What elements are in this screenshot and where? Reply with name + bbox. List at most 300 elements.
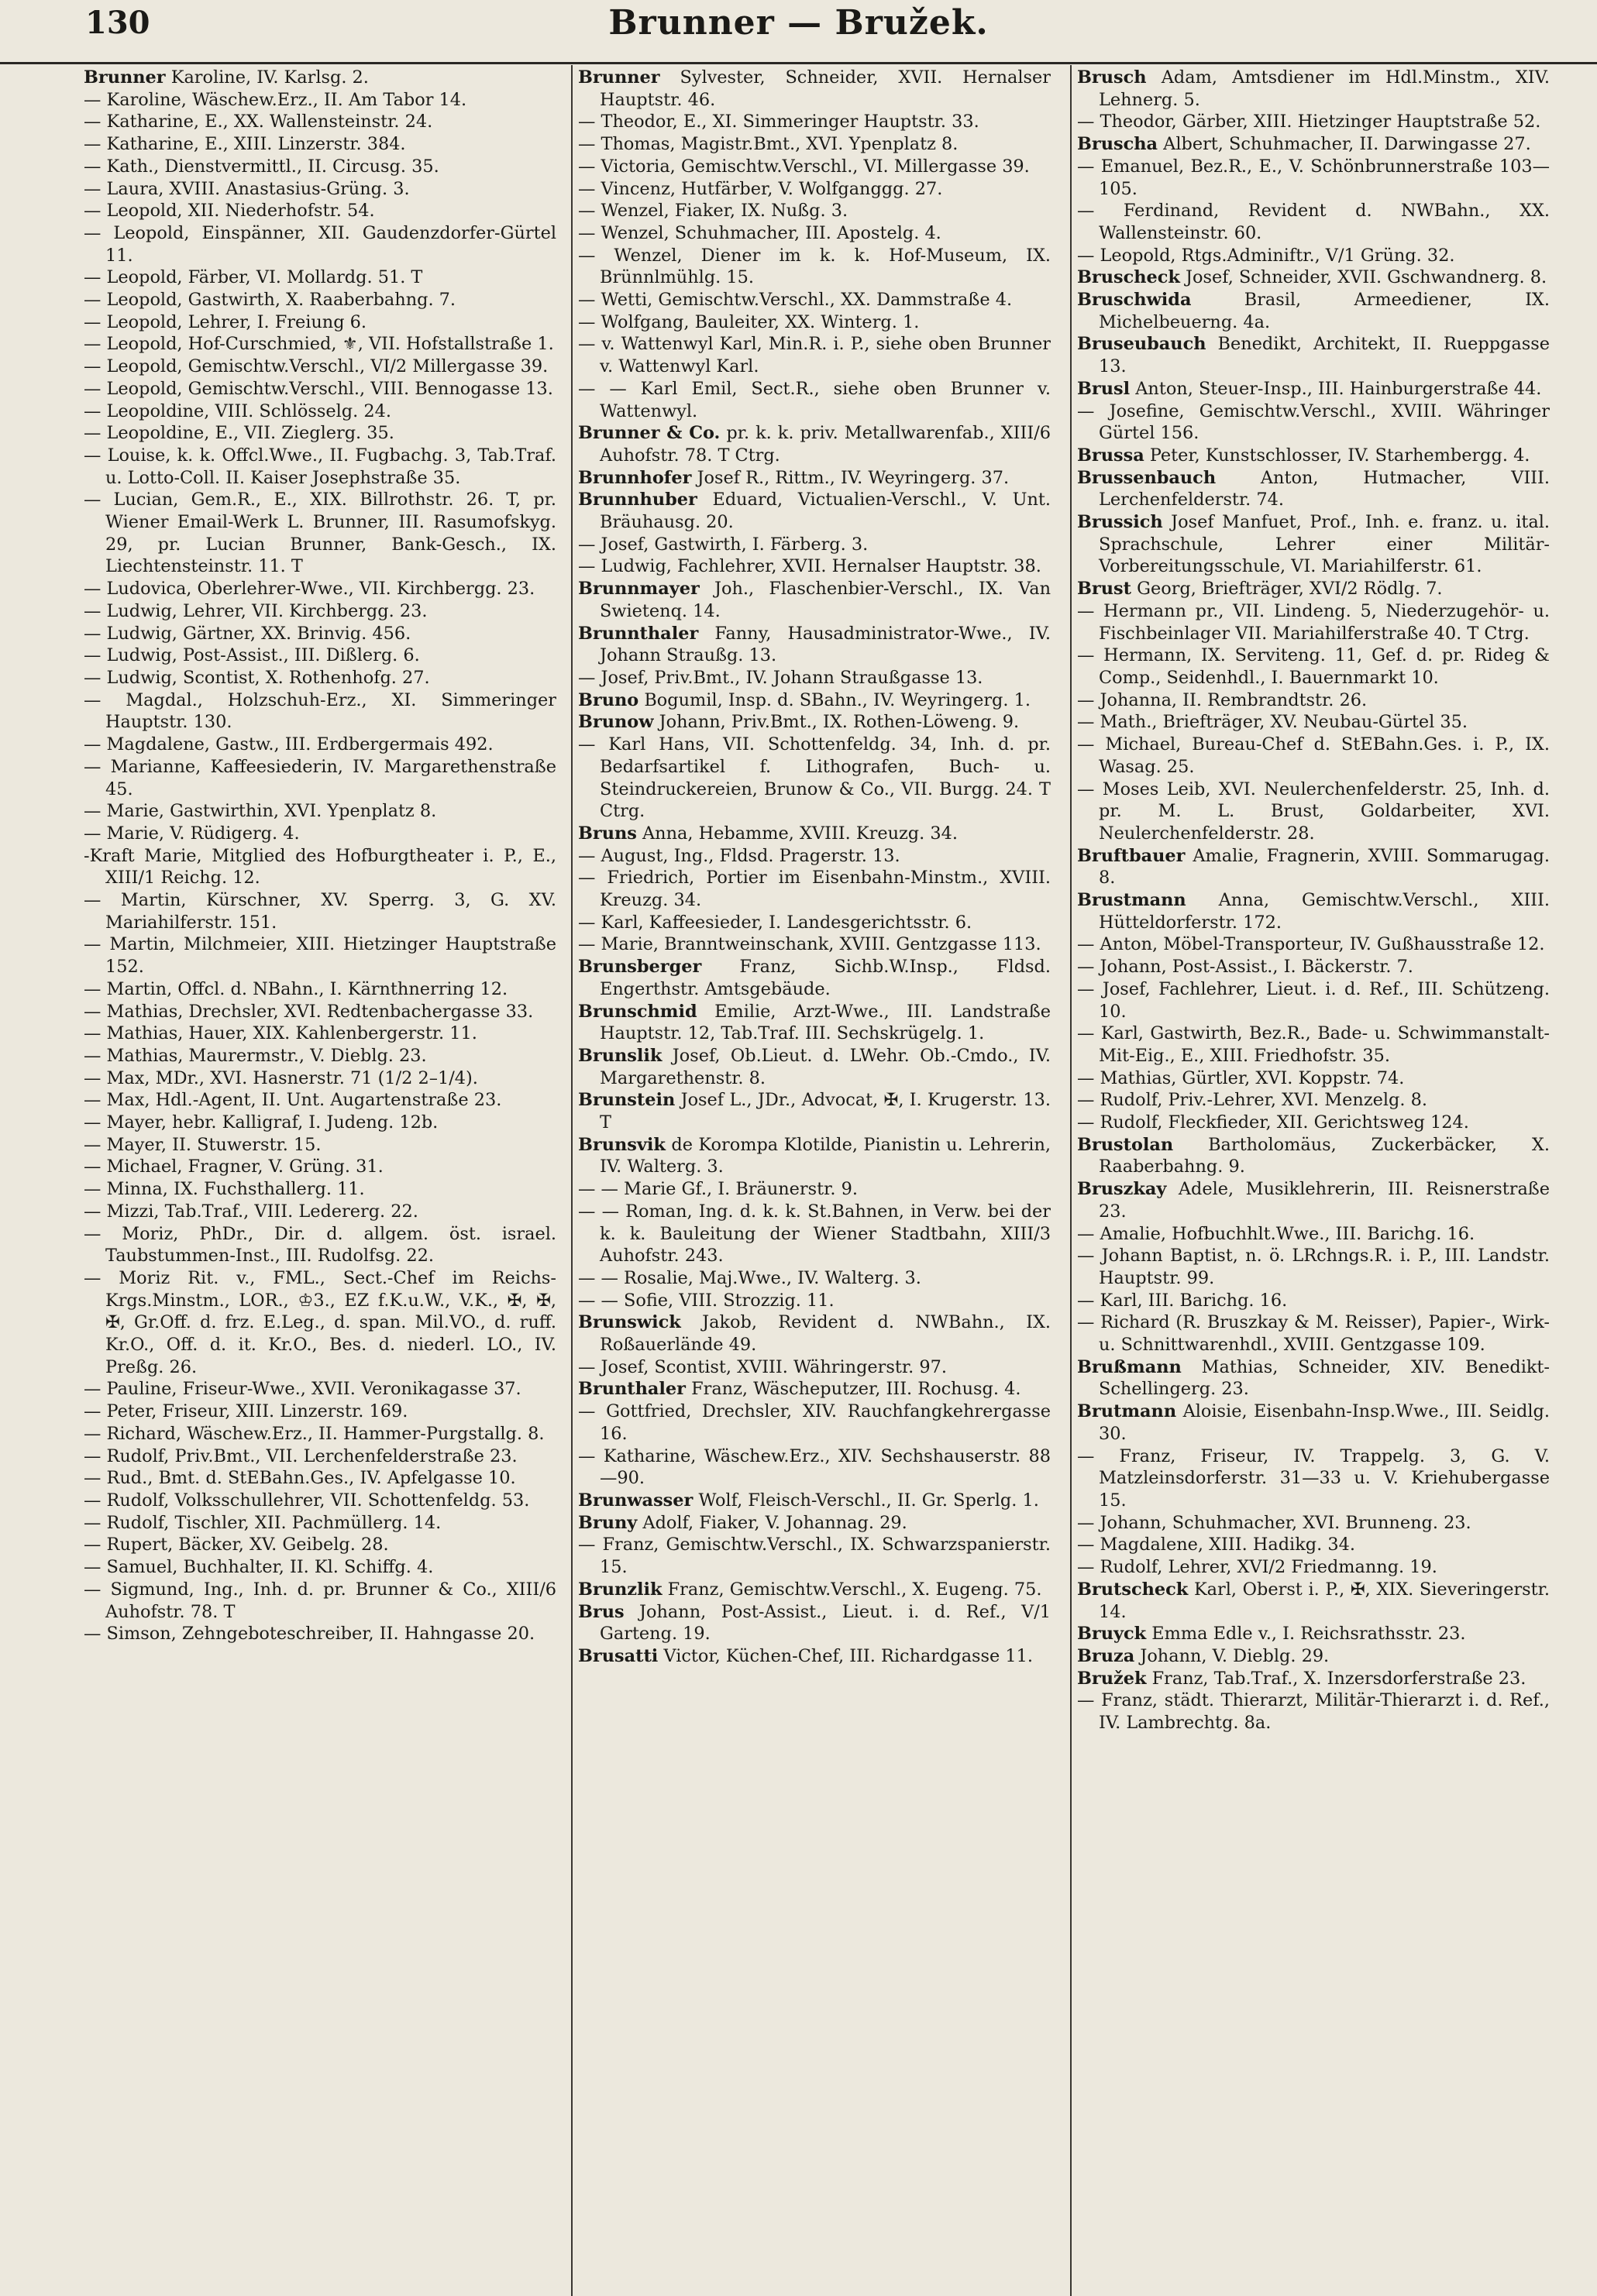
directory-entry [1077, 333, 1550, 377]
directory-entry [1077, 1290, 1550, 1312]
directory-entry [1077, 1689, 1550, 1734]
entry-text: — Hermann, IX. Serviteng. 11, Gef. d. pr. Rideg & Comp., Seidenhdl., I. Bauernmarkt 10. [1077, 645, 1550, 688]
entry-text: — Josef, Gastwirth, I. Färberg. 3. [578, 534, 869, 555]
directory-entry [84, 1490, 556, 1512]
entry-text: Adam, Amtsdiener im Hdl.Minstm., XIV. Lehnerg. 5. [1099, 67, 1550, 110]
surname-heading: Brunwasser [578, 1490, 694, 1511]
directory-entry [84, 1579, 556, 1623]
surname-heading: Brunthaler [578, 1379, 686, 1400]
directory-entry [84, 756, 556, 800]
directory-entry [1077, 889, 1550, 933]
entry-text: — Samuel, Buchhalter, II. Kl. Schiffg. 4. [84, 1557, 434, 1578]
entry-text: — Franz, städt. Thierarzt, Militär-Thierarzt i. d. Ref., IV. Lambrechtg. 8a. [1077, 1690, 1550, 1734]
entry-text: — Mayer, hebr. Kalligraf, I. Judeng. 12b. [84, 1112, 439, 1133]
directory-entry [84, 800, 556, 823]
directory-entry [1077, 845, 1550, 889]
surname-heading: Brunnmayer [578, 579, 700, 600]
directory-entry [578, 578, 1051, 622]
entry-text: Johann, V. Dieblg. 29. [1134, 1645, 1330, 1666]
entry-text: — Leopold, Lehrer, I. Freiung 6. [84, 311, 367, 332]
directory-entry [1077, 1534, 1550, 1556]
directory-entry [1077, 1579, 1550, 1623]
directory-entry [84, 222, 556, 266]
surname-heading: Brussich [1077, 512, 1163, 533]
entry-text: — — Karl Emil, Sect.R., siehe oben Brunner v. Wattenwyl. [578, 378, 1051, 421]
directory-entry [578, 555, 1051, 578]
directory-entry [578, 823, 1051, 845]
entry-text: Franz, Wäscheputzer, III. Rochusg. 4. [685, 1379, 1021, 1400]
directory-entry [84, 1267, 556, 1379]
directory-entry [84, 1378, 556, 1401]
entry-text: Franz, Gemischtw.Verschl., X. Eugeng. 75. [662, 1579, 1042, 1600]
entry-text: — Marianne, Kaffeesiederin, IV. Margarethenstraße 45. [84, 756, 556, 799]
entry-text: — Math., Briefträger, XV. Neubau-Gürtel 35. [1077, 712, 1468, 733]
entry-text: — August, Ing., Fldsd. Pragerstr. 13. [578, 845, 900, 866]
surname-heading: Brunner [84, 67, 166, 88]
directory-entry [84, 845, 556, 889]
entry-text: Joh., Flaschenbier-Verschl., IX. Van Swietenq. 14. [600, 579, 1051, 621]
directory-entry [578, 178, 1051, 201]
entry-text: — Leopold, Rtgs.Adminiftr., V/1 Grüng. 32. [1077, 245, 1455, 266]
entry-text: — Martin, Kürschner, XV. Sperrg. 3, G. XV. Mariahilferstr. 151. [84, 890, 556, 933]
directory-entry [84, 1089, 556, 1112]
entry-text: Adele, Musiklehrerin, III. Reisnerstraße 23. [1099, 1179, 1550, 1222]
surname-heading: Brunzlik [578, 1579, 663, 1600]
column-divider [571, 65, 573, 2296]
entry-text: — Karl, Gastwirth, Bez.R., Bade- u. Schwimmanstalt-Mit-Eig., E., XIII. Friedhofstr. 35. [1077, 1023, 1550, 1066]
surname-heading: Bruza [1077, 1645, 1135, 1666]
directory-entry [1077, 1311, 1550, 1356]
directory-entry [578, 156, 1051, 178]
directory-entry [84, 1045, 556, 1067]
entry-text: — Laura, XVIII. Anastasius-Grüng. 3. [84, 178, 410, 199]
entry-text: pr. k. k. priv. Metallwarenfab., XIII/6 Auhofstr. 78. T Ctrg. [600, 423, 1051, 466]
entry-text: — Lucian, Gem.R., E., XIX. Billrothstr. 26. T, pr. Wiener Email-Werk L. Brunner, III. Rasumofskyg. 29, pr. Lucian Brunner, Bank-Gesch., IX. Liechtensteinstr. 11. T [84, 490, 556, 577]
directory-entry [84, 1423, 556, 1445]
directory-column-2 [578, 67, 1051, 2290]
directory-entry [578, 1579, 1051, 1601]
directory-entry [578, 200, 1051, 222]
directory-entry [1077, 445, 1550, 467]
directory-entry [84, 89, 556, 112]
entry-text: — Louise, k. k. Offcl.Wwe., II. Fugbachg. 3, Tab.Traf. u. Lotto-Coll. II. Kaiser Josephstraße 35. [84, 445, 556, 488]
entry-text: — Leopold, Hof-Curschmied, ⚜, VII. Hofstallstraße 1. [84, 334, 554, 355]
entry-text: — v. Wattenwyl Karl, Min.R. i. P., siehe oben Brunner v. Wattenwyl Karl. [578, 334, 1051, 377]
entry-text: — Josef, Priv.Bmt., IV. Johann Straußgasse 13. [578, 667, 983, 688]
directory-entry [578, 1534, 1051, 1578]
directory-entry [578, 1645, 1051, 1668]
directory-entry [578, 912, 1051, 934]
entry-text: Josef Manfuet, Prof., Inh. e. franz. u. ital. Sprachschule, Lehrer einer Militär-Vorbereitungsschule, VI. Mariahilferstr. 61. [1099, 512, 1550, 577]
entry-text: — Moriz Rit. v., FML., Sect.-Chef im Reichs-Krgs.Minstm., LOR., ♔3., EZ f.K.u.W., V.K., ✠, ✠, ✠, Gr.Off. d. frz. E.Leg., d. span. Mil.VO., d. ruff. Kr.O., Off. d. it. Kr.O., Bes. d. niederl. LO., IV. Preßg. 26. [84, 1267, 556, 1377]
directory-entry [84, 1401, 556, 1423]
entry-text: — Richard (R. Bruszkay & M. Reisser), Papier-, Wirk- u. Schnittwarenhdl., XVIII. Gentzgasse 109. [1077, 1312, 1550, 1356]
surname-heading: Brustmann [1077, 890, 1186, 911]
directory-entry [1077, 689, 1550, 712]
entry-text: — Rupert, Bäcker, XV. Geibelg. 28. [84, 1535, 389, 1555]
entry-text: — Ludwig, Scontist, X. Rothenhofg. 27. [84, 667, 430, 688]
surname-heading: Brusl [1077, 378, 1131, 399]
entry-text: — Wenzel, Diener im k. k. Hof-Museum, IX. Brünnlmühlg. 15. [578, 245, 1051, 288]
entry-text: — Mizzi, Tab.Traf., VIII. Ledererg. 22. [84, 1201, 418, 1222]
entry-text: Jakob, Revident d. NWBahn., IX. Roßauerlände 49. [600, 1312, 1051, 1356]
entry-text: Sylvester, Schneider, XVII. Hernalser Hauptstr. 46. [600, 67, 1051, 110]
directory-entry [1077, 644, 1550, 689]
surname-heading: Brußmann [1077, 1356, 1182, 1377]
entry-text: Benedikt, Architekt, II. Rueppgasse 13. [1099, 334, 1550, 377]
directory-entry [578, 1089, 1051, 1133]
entry-text: — Katharine, Wäschew.Erz., XIV. Sechshauserstr. 88—90. [578, 1445, 1051, 1489]
directory-entry [84, 1178, 556, 1201]
entry-text: Georg, Briefträger, XVI/2 Rödlg. 7. [1131, 579, 1443, 600]
entry-text: — Wetti, Gemischtw.Verschl., XX. Dammstraße 4. [578, 290, 1013, 311]
directory-entry [578, 1134, 1051, 1178]
entry-text: — Michael, Fragner, V. Grüng. 31. [84, 1157, 384, 1177]
directory-entry [1077, 956, 1550, 978]
entry-text: Victor, Küchen-Chef, III. Richardgasse 11. [658, 1645, 1034, 1666]
entry-text: — Thomas, Magistr.Bmt., XVI. Ypenplatz 8. [578, 134, 959, 155]
entry-text: — Rudolf, Lehrer, XVI/2 Friedmanng. 19. [1077, 1557, 1437, 1578]
surname-heading: Brustolan [1077, 1134, 1174, 1155]
entry-text: Josef, Ob.Lieut. d. LWehr. Ob.-Cmdo., IV. Margarethenstr. 8. [600, 1045, 1051, 1088]
directory-entry [578, 1356, 1051, 1379]
entry-text: Johann, Priv.Bmt., IX. Rothen-Löweng. 9. [653, 712, 1020, 733]
directory-entry [578, 867, 1051, 911]
surname-heading: Bruscheck [1077, 267, 1180, 288]
entry-text: -Kraft Marie, Mitglied des Hofburgtheater i. P., E., XIII/1 Reichg. 12. [84, 845, 556, 888]
entry-text: — Hermann pr., VII. Lindeng. 5, Niederzugehör- u. Fischbeinlager VII. Mariahilferstraße 40. T Ctrg. [1077, 600, 1550, 644]
entry-text: — Katharine, E., XX. Wallensteinstr. 24. [84, 112, 433, 132]
directory-entry [1077, 1645, 1550, 1668]
directory-entry [1077, 400, 1550, 445]
column-divider [1070, 65, 1072, 2296]
directory-entry [84, 823, 556, 845]
directory-entry [1077, 1445, 1550, 1512]
entry-text: Adolf, Fiaker, V. Johannag. 29. [637, 1512, 907, 1533]
directory-entry [84, 422, 556, 445]
entry-text: Johann, Post-Assist., Lieut. i. d. Ref., V/1 Garteng. 19. [600, 1601, 1051, 1645]
surname-heading: Brussa [1077, 445, 1144, 466]
entry-text: — — Roman, Ing. d. k. k. St.Bahnen, in Verw. bei der k. k. Bauleitung der Wiener Stadtbahn, XIII/3 Auhofstr. 243. [578, 1201, 1051, 1267]
directory-entry [578, 333, 1051, 377]
entry-text: Anton, Hutmacher, VIII. Lerchenfelderstr. 74. [1099, 467, 1550, 510]
directory-entry [1077, 200, 1550, 244]
surname-heading: Brunnhuber [578, 490, 697, 510]
entry-text: — Marie, Gastwirthin, XVI. Ypenplatz 8. [84, 801, 437, 822]
entry-text: Fanny, Hausadministrator-Wwe., IV. Johann Straußg. 13. [600, 623, 1051, 666]
entry-text: Anna, Hebamme, XVIII. Kreuzg. 34. [636, 823, 958, 844]
directory-entry [84, 1112, 556, 1134]
directory-entry [84, 1223, 556, 1267]
directory-entry [1077, 266, 1550, 289]
directory-entry [84, 1512, 556, 1535]
directory-entry [578, 689, 1051, 712]
directory-entry [578, 1045, 1051, 1089]
entry-text: — Leopold, Färber, VI. Mollardg. 51. T [84, 267, 423, 288]
surname-heading: Brussenbauch [1077, 467, 1217, 488]
entry-text: — Ludwig, Lehrer, VII. Kirchbergg. 23. [84, 600, 428, 621]
entry-text: — Mayer, II. Stuwerstr. 15. [84, 1134, 322, 1155]
directory-entry [1077, 1023, 1550, 1067]
surname-heading: Brust [1077, 579, 1131, 600]
directory-entry [84, 489, 556, 578]
directory-entry [578, 311, 1051, 334]
entry-text: — Theodor, E., XI. Simmeringer Hauptstr. 33. [578, 112, 979, 132]
entry-text: — Victoria, Gemischtw.Verschl., VI. Millergasse 39. [578, 156, 1030, 177]
entry-text: — Kath., Dienstvermittl., II. Circusg. 35. [84, 156, 439, 177]
directory-entry [1077, 1112, 1550, 1134]
entry-text: — Amalie, Hofbuchhlt.Wwe., III. Barichg. 16. [1077, 1223, 1475, 1244]
directory-entry [578, 1001, 1051, 1045]
directory-entry [84, 1001, 556, 1023]
directory-entry [84, 445, 556, 489]
entry-text: — Johann, Post-Assist., I. Bäckerstr. 7. [1077, 957, 1413, 978]
entry-text: — Magdal., Holzschuh-Erz., XI. Simmeringer Hauptstr. 130. [84, 689, 556, 733]
directory-entry [578, 1178, 1051, 1201]
surname-heading: Brunnthaler [578, 623, 699, 644]
entry-text: Bartholomäus, Zuckerbäcker, X. Raaberbahng. 9. [1099, 1134, 1550, 1177]
directory-entry [1077, 1556, 1550, 1579]
directory-entry [1077, 378, 1550, 400]
directory-entry [578, 1311, 1051, 1356]
surname-heading: Brunner [578, 67, 660, 88]
directory-entry [578, 133, 1051, 156]
entry-text: — Marie, Branntweinschank, XVIII. Gentzgasse 113. [578, 934, 1041, 955]
entry-text: — — Rosalie, Maj.Wwe., IV. Walterg. 3. [578, 1267, 921, 1288]
entry-text: — Michael, Bureau-Chef d. StEBahn.Ges. i. P., IX. Wasag. 25. [1077, 734, 1550, 777]
directory-entry [84, 111, 556, 133]
entry-text: — Ludwig, Fachlehrer, XVII. Hernalser Hauptstr. 38. [578, 556, 1041, 577]
entry-text: Franz, Sichb.W.Insp., Fldsd. Engerthstr. Amtsgebäude. [600, 957, 1051, 999]
directory-entry [84, 623, 556, 645]
directory-entry [1077, 133, 1550, 156]
surname-heading: Brunsberger [578, 957, 702, 978]
surname-heading: Bruscha [1077, 134, 1158, 155]
directory-entry [578, 711, 1051, 734]
entry-text: — Karoline, Wäschew.Erz., II. Am Tabor 14. [84, 89, 467, 110]
entry-text: — Anton, Möbel-Transporteur, IV. Gußhausstraße 12. [1077, 934, 1545, 955]
directory-entry [578, 111, 1051, 133]
directory-entry [84, 1534, 556, 1556]
entry-text: — Karl Hans, VII. Schottenfeldg. 34, Inh. d. pr. Bedarfsartikel f. Lithografen, Buch- u. Steindruckereien, Brunow & Co., VII. Burgg. 24. T Ctrg. [578, 734, 1051, 822]
directory-entry [84, 978, 556, 1001]
entry-text: — Mathias, Gürtler, XVI. Koppstr. 74. [1077, 1067, 1405, 1088]
directory-entry [578, 1267, 1051, 1290]
directory-entry [1077, 67, 1550, 111]
surname-heading: Brunstein [578, 1090, 676, 1111]
directory-entry [84, 578, 556, 600]
directory-entry [84, 734, 556, 756]
surname-heading: Brunschmid [578, 1001, 697, 1022]
running-title: Brunner — Bružek. [608, 3, 989, 43]
entry-text: — Franz, Friseur, IV. Trappelg. 3, G. V. Matzleinsdorferstr. 31—33 u. V. Kriehubergasse 15. [1077, 1445, 1550, 1511]
directory-entry [1077, 1223, 1550, 1246]
surname-heading: Bružek [1077, 1668, 1147, 1689]
directory-entry [84, 1134, 556, 1157]
surname-heading: Brus [578, 1601, 625, 1622]
directory-entry [1077, 933, 1550, 956]
directory-entry [578, 1378, 1051, 1401]
entry-text: — — Sofie, VIII. Strozzig. 11. [578, 1290, 835, 1311]
entry-text: Wolf, Fleisch-Verschl., II. Gr. Sperlg. 1. [693, 1490, 1039, 1511]
entry-text: — — Marie Gf., I. Bräunerstr. 9. [578, 1179, 858, 1200]
directory-entry [578, 467, 1051, 490]
surname-heading: Bruny [578, 1512, 638, 1533]
directory-entry [1077, 1089, 1550, 1112]
directory-entry [1077, 1401, 1550, 1445]
directory-entry [84, 1023, 556, 1045]
entry-text: — Leopoldine, E., VII. Zieglerg. 35. [84, 423, 394, 444]
directory-entry [578, 489, 1051, 533]
entry-text: Albert, Schuhmacher, II. Darwingasse 27. [1158, 134, 1531, 155]
directory-entry [84, 689, 556, 734]
entry-text: — Leopold, Gastwirth, X. Raaberbahng. 7. [84, 290, 456, 311]
entry-text: Franz, Tab.Traf., X. Inzersdorferstraße 23. [1146, 1668, 1526, 1689]
surname-heading: Brutmann [1077, 1401, 1177, 1422]
entry-text: — Mathias, Drechsler, XVI. Redtenbachergasse 33. [84, 1001, 534, 1022]
entry-text: — Martin, Milchmeier, XIII. Hietzinger Hauptstraße 152. [84, 934, 556, 978]
directory-entry [1077, 578, 1550, 600]
entry-text: Josef, Schneider, XVII. Gschwandnerg. 8. [1179, 267, 1547, 288]
directory-entry [578, 534, 1051, 556]
entry-text: — Leopold, Gemischtw.Verschl., VIII. Bennogasse 13. [84, 378, 553, 399]
entry-text: — Pauline, Friseur-Wwe., XVII. Veronikagasse 37. [84, 1379, 521, 1400]
entry-text: — Theodor, Gärber, XIII. Hietzinger Hauptstraße 52. [1077, 112, 1541, 132]
directory-entry [84, 156, 556, 178]
entry-text: — Magdalene, XIII. Hadikg. 34. [1077, 1535, 1355, 1555]
directory-entry [1077, 711, 1550, 734]
entry-text: — Katharine, E., XIII. Linzerstr. 384. [84, 134, 406, 155]
directory-entry [1077, 600, 1550, 644]
entry-text: Aloisie, Eisenbahn-Insp.Wwe., III. Seidlg. 30. [1099, 1401, 1550, 1444]
directory-entry [578, 1401, 1051, 1445]
entry-text: — Leopold, XII. Niederhofstr. 54. [84, 201, 375, 222]
directory-entry [84, 1156, 556, 1178]
directory-entry [578, 734, 1051, 823]
directory-entry [84, 356, 556, 378]
directory-entry [578, 1201, 1051, 1267]
entry-text: — Wolfgang, Bauleiter, XX. Winterg. 1. [578, 311, 920, 332]
entry-text: Peter, Kunstschlosser, IV. Starhembergg. 4. [1144, 445, 1530, 466]
directory-entry [578, 845, 1051, 868]
entry-text: — Leopoldine, VIII. Schlösselg. 24. [84, 400, 391, 421]
surname-heading: Bruyck [1077, 1624, 1147, 1645]
directory-entry [1077, 1356, 1550, 1401]
entry-text: — Peter, Friseur, XIII. Linzerstr. 169. [84, 1401, 408, 1422]
directory-entry [1077, 111, 1550, 133]
surname-heading: Bruschwida [1077, 290, 1192, 311]
surname-heading: Brunner & Co. [578, 423, 721, 444]
directory-entry [1077, 1623, 1550, 1645]
page-header [0, 0, 1597, 64]
directory-entry [1077, 156, 1550, 200]
surname-heading: Bruszkay [1077, 1179, 1167, 1200]
directory-entry [84, 133, 556, 156]
surname-heading: Brunnhofer [578, 467, 692, 488]
entry-text: — Wenzel, Fiaker, IX. Nußg. 3. [578, 201, 848, 222]
entry-text: Emma Edle v., I. Reichsrathsstr. 23. [1146, 1624, 1466, 1645]
directory-entry [84, 266, 556, 289]
directory-entry [578, 623, 1051, 667]
entry-text: Anna, Gemischtw.Verschl., XIII. Hütteldorferstr. 172. [1099, 890, 1550, 933]
directory-entry [578, 1601, 1051, 1645]
entry-text: — Vincenz, Hutfärber, V. Wolfganggg. 27. [578, 178, 943, 199]
entry-text: Karl, Oberst i. P., ✠, XIX. Sieveringerstr. 14. [1099, 1579, 1550, 1622]
surname-heading: Brunow [578, 712, 654, 733]
directory-entry [578, 245, 1051, 289]
directory-entry [578, 1490, 1051, 1512]
entry-text: — Gottfried, Drechsler, XIV. Rauchfangkehrergasse 16. [578, 1401, 1051, 1444]
directory-entry [84, 333, 556, 356]
directory-entry [578, 289, 1051, 311]
directory-entry [84, 889, 556, 933]
directory-entry [578, 422, 1051, 466]
surname-heading: Bruno [578, 689, 639, 710]
surname-heading: Brutscheck [1077, 1579, 1189, 1600]
entry-text: — Johanna, II. Rembrandtstr. 26. [1077, 689, 1368, 710]
directory-entry [84, 400, 556, 423]
entry-text: — Max, Hdl.-Agent, II. Unt. Augartenstraße 23. [84, 1090, 502, 1111]
directory-entry [84, 67, 556, 89]
directory-entry [1077, 1067, 1550, 1090]
entry-text: — Minna, IX. Fuchsthallerg. 11. [84, 1179, 365, 1200]
directory-entry [84, 933, 556, 978]
directory-entry [1077, 289, 1550, 333]
directory-entry [578, 933, 1051, 956]
entry-text: — Mathias, Maurermstr., V. Dieblg. 23. [84, 1045, 427, 1066]
directory-entry [84, 644, 556, 667]
entry-text: — Ludwig, Post-Assist., III. Dißlerg. 6. [84, 645, 420, 666]
directory-entry [84, 1445, 556, 1468]
entry-text: Anton, Steuer-Insp., III. Hainburgerstraße 44. [1130, 378, 1542, 399]
entry-text: Josef R., Rittm., IV. Weyringerg. 37. [691, 467, 1010, 488]
directory-entry [578, 1290, 1051, 1312]
entry-text: — Rudolf, Tischler, XII. Pachmüllerg. 14. [84, 1512, 442, 1533]
entry-text: — Rudolf, Fleckfieder, XII. Gerichtsweg 124. [1077, 1112, 1469, 1133]
entry-text: — Moses Leib, XVI. Neulerchenfelderstr. 25, Inh. d. pr. M. L. Brust, Goldarbeiter, XVI. Neulerchenfelderstr. 28. [1077, 779, 1550, 844]
entry-text: Amalie, Fragnerin, XVIII. Sommarugag. 8. [1099, 845, 1550, 888]
directory-entry [1077, 734, 1550, 778]
entry-text: — Rudolf, Priv.Bmt., VII. Lerchenfelderstraße 23. [84, 1445, 518, 1466]
entry-text: — Mathias, Hauer, XIX. Kahlenbergerstr. 11. [84, 1023, 477, 1044]
directory-entry [84, 289, 556, 311]
entry-text: — Sigmund, Ing., Inh. d. pr. Brunner & Co., XIII/6 Auhofstr. 78. T [84, 1579, 556, 1622]
directory-entry [84, 1067, 556, 1090]
entry-text: Karoline, IV. Karlsg. 2. [165, 67, 369, 88]
directory-entry [84, 378, 556, 400]
surname-heading: Bruftbauer [1077, 845, 1186, 866]
entry-text: — Franz, Gemischtw.Verschl., IX. Schwarzspanierstr. 15. [578, 1535, 1051, 1578]
directory-entry [1077, 1245, 1550, 1289]
entry-text: — Magdalene, Gastw., III. Erdbergermais 492. [84, 734, 494, 755]
directory-entry [1077, 978, 1550, 1023]
entry-text: — Simson, Zehngeboteschreiber, II. Hahngasse 20. [84, 1624, 535, 1645]
directory-entry [1077, 1512, 1550, 1535]
entry-text: — Josef, Scontist, XVIII. Währingerstr. 97. [578, 1356, 947, 1377]
directory-entry [578, 378, 1051, 422]
directory-entry [578, 222, 1051, 245]
directory-entry [84, 311, 556, 334]
directory-column-3 [1077, 67, 1550, 2290]
directory-entry [84, 200, 556, 222]
surname-heading: Bruseubauch [1077, 334, 1206, 355]
directory-entry [84, 178, 556, 201]
entry-text: Josef L., JDr., Advocat, ✠, I. Krugerstr. 13. T [600, 1090, 1051, 1133]
directory-entry [1077, 511, 1550, 578]
directory-entry [578, 1512, 1051, 1535]
entry-text: — Wenzel, Schuhmacher, III. Apostelg. 4. [578, 222, 941, 243]
directory-entry [1077, 1178, 1550, 1222]
